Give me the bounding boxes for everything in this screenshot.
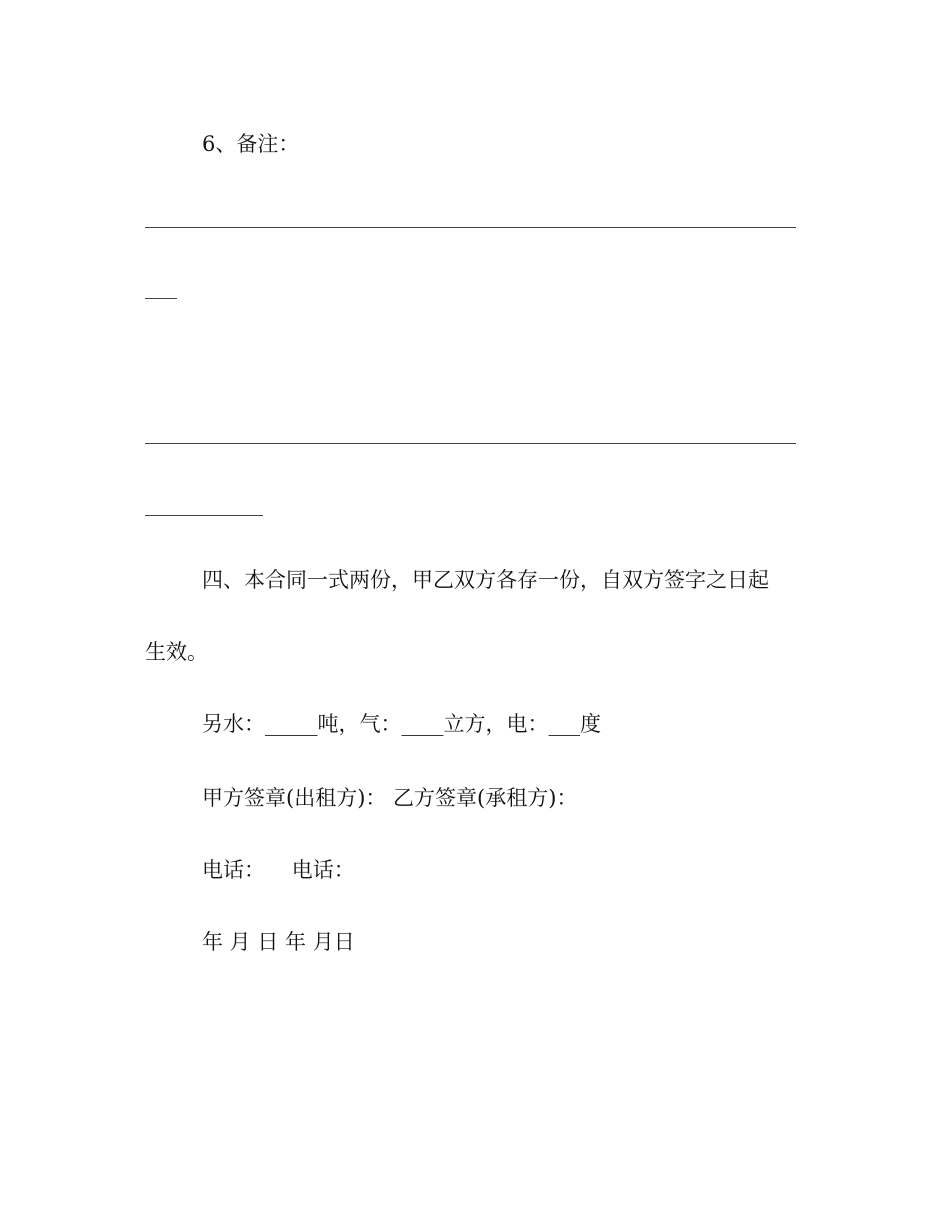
remarks-blank-line-1-tail bbox=[145, 298, 177, 299]
phone-line: 电话： 电话： bbox=[202, 858, 355, 882]
remarks-blank-line-1 bbox=[145, 227, 796, 228]
remarks-heading: 6、备注： bbox=[202, 132, 300, 156]
clause-four-line-2: 生效。 bbox=[145, 640, 208, 664]
signature-line: 甲方签章(出租方)： 乙方签章(承租方)： bbox=[202, 786, 578, 810]
utilities-line: 另水：_____吨，气：____立方，电：___度 bbox=[202, 712, 601, 736]
remarks-blank-line-2-tail bbox=[145, 515, 263, 516]
clause-four-line-1: 四、本合同一式两份，甲乙双方各存一份，自双方签字之日起 bbox=[202, 568, 769, 592]
date-line: 年 月 日 年 月日 bbox=[202, 930, 355, 954]
remarks-blank-line-2 bbox=[145, 443, 796, 444]
